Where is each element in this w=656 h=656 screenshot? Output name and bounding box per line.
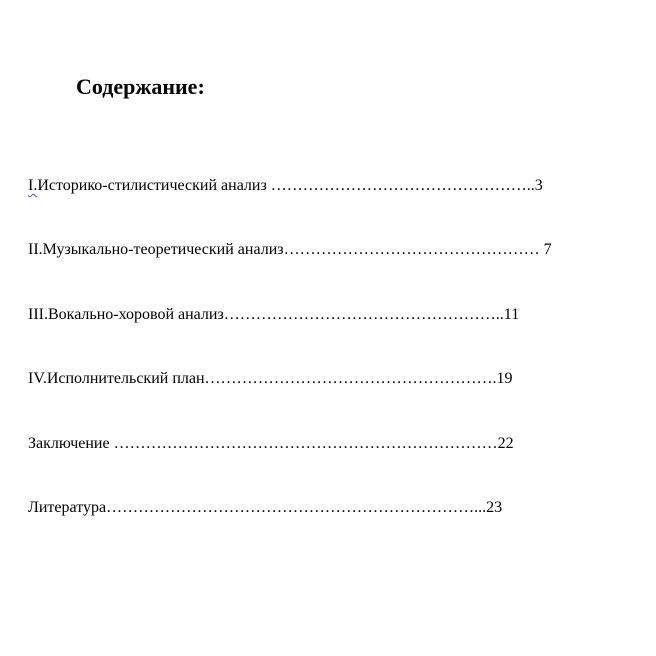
toc-entry-page: 7 (539, 241, 552, 258)
toc-entry-leader: ………………………………………………. (204, 370, 497, 387)
toc-entry-page: 11 (503, 306, 520, 323)
toc-entry-page: 22 (497, 435, 514, 452)
toc-entry (28, 305, 519, 325)
toc-entry-label: IV.Исполнительский план (28, 370, 205, 387)
toc-entry-page: 3 (534, 177, 543, 194)
toc-entry-label: Историко-стилистический анализ (37, 177, 271, 194)
toc-entry-label: II.Музыкально-теоретический анализ (28, 241, 284, 258)
toc-entry (28, 498, 502, 518)
toc-entry (28, 434, 514, 454)
toc-entry-label: Заключение (28, 435, 114, 452)
toc-entry-leader: ………………………………………….. (270, 177, 535, 194)
toc-entry (28, 240, 552, 260)
toc-entry-label: III.Вокально-хоровой анализ (28, 306, 224, 323)
toc-entry (28, 176, 543, 196)
toc-entry-leader: ……………………………………………………………… (113, 435, 498, 452)
toc-entry-page: 23 (486, 499, 503, 516)
toc-entry-leader: ……………………………………………………………... (106, 499, 487, 516)
toc-entry-prefix: I. (28, 177, 38, 194)
toc-entry-label: Литература (28, 499, 107, 516)
toc-entry-page: 19 (496, 370, 513, 387)
toc-entry-leader: …………………………………………….. (223, 306, 504, 323)
toc-entry (28, 369, 513, 389)
toc-entry-leader: ………………………………………… (283, 241, 540, 258)
page-title: Содержание: (76, 74, 205, 99)
